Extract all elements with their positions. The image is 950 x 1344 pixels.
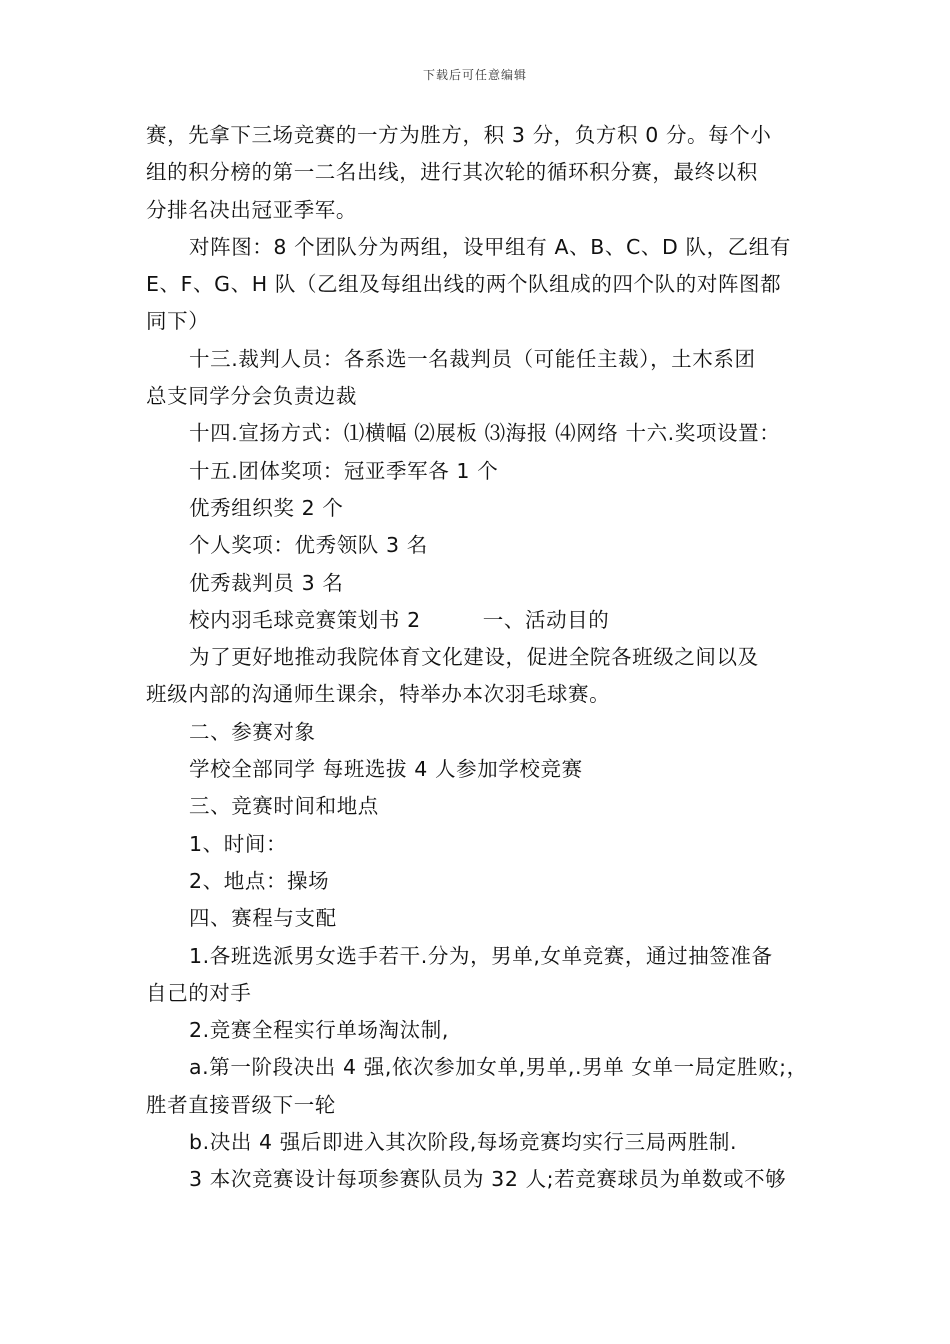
section-heading: 一、活动目的: [482, 607, 610, 632]
text-line: 学校全部同学 每班选拔 4 人参加学校竞赛: [189, 757, 583, 782]
section-title: 校内羽毛球竞赛策划书 2: [189, 607, 421, 632]
section-heading: 三、竞赛时间和地点: [189, 794, 379, 819]
text-line: 1、时间：: [189, 831, 288, 856]
text-line: 对阵图：8 个团队分为两组，设甲组有 A、B、C、D 队，乙组有: [189, 234, 791, 259]
text-line: 2、地点：操场: [189, 868, 330, 893]
text-line: 赛，先拿下三场竞赛的一方为胜方，积 3 分，负方积 0 分。每个小: [146, 123, 772, 147]
text-line: 为了更好地推动我院体育文化建设，促进全院各班级之间以及: [189, 645, 759, 670]
text-line: 优秀裁判员 3 名: [189, 570, 344, 595]
text-line: 3 本次竞赛设计每项参赛队员为 32 人;若竞赛球员为单数或不够: [189, 1167, 787, 1192]
section-heading: 二、参赛对象: [189, 719, 316, 744]
text-line: a.第一阶段决出 4 强,依次参加女单,男单,.男单 女单一局定胜败;，: [189, 1055, 808, 1080]
document-body: [146, 117, 811, 1199]
text-line: 胜者直接晋级下一轮: [146, 1092, 336, 1117]
text-line: 分排名决出冠亚季军。: [146, 197, 357, 222]
text-line: 个人奖项：优秀领队 3 名: [189, 533, 428, 558]
text-line: b.决出 4 强后即进入其次阶段,每场竞赛均实行三局两胜制.: [189, 1130, 738, 1155]
text-line: 同下）: [146, 309, 210, 334]
section-heading: 四、赛程与支配: [189, 906, 337, 931]
text-line: 自己的对手: [146, 980, 252, 1005]
text-line: 总支同学分会负责边裁: [146, 384, 357, 409]
text-line: 组的积分榜的第一二名出线，进行其次轮的循环积分赛，最终以积: [146, 160, 758, 185]
text-line: E、F、G、H 队（乙组及每组出线的两个队组成的四个队的对阵图都: [146, 272, 782, 297]
text-line: 十五.团体奖项：冠亚季军各 1 个: [189, 458, 499, 483]
text-line: 十三.裁判人员：各系选一名裁判员（可能任主裁），土木系团: [189, 346, 756, 371]
text-line: [146, 602, 811, 639]
text-line: 优秀组织奖 2 个: [189, 495, 344, 520]
text-line: 班级内部的沟通师生课余，特举办本次羽毛球赛。: [146, 682, 611, 707]
page-header: 下载后可任意编辑: [422, 68, 527, 82]
text-line: 十四.宣扬方式：⑴横幅 ⑵展板 ⑶海报 ⑷网络 十六.奖项设置：: [189, 421, 781, 446]
text-line: 1.各班选派男女选手若干.分为，男单,女单竞赛，通过抽签准备: [189, 943, 773, 968]
text-line: 2.竞赛全程实行单场淘汰制,: [189, 1018, 449, 1043]
